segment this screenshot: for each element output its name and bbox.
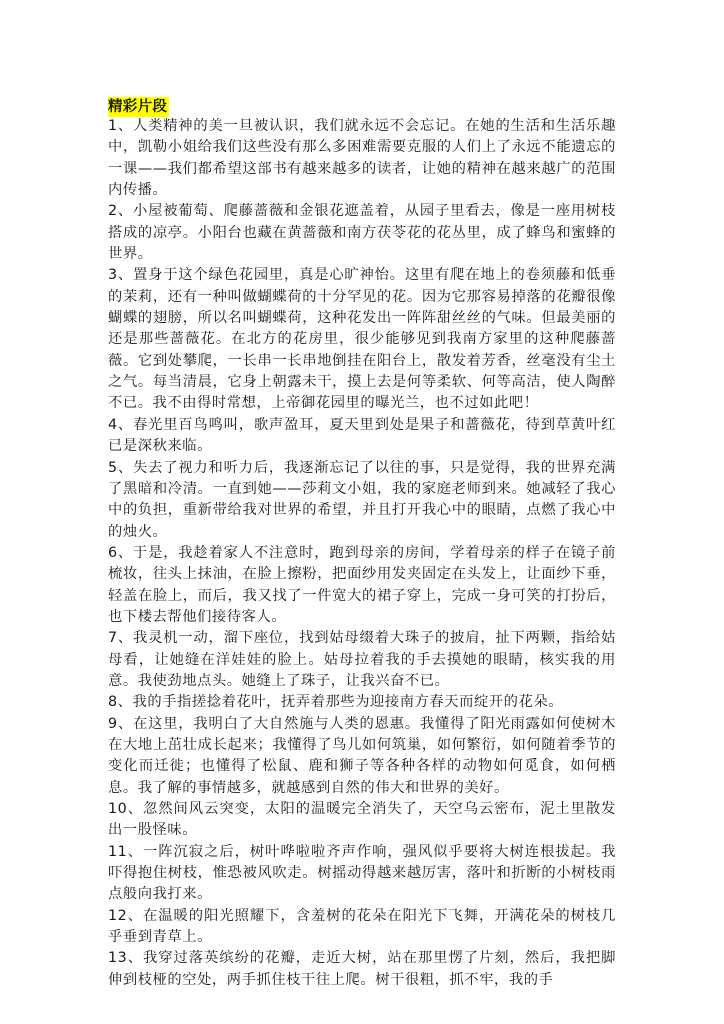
paragraph-3: 3、置身于这个绿色花园里，真是心旷神怡。这里有爬在地上的卷须藤和低垂的茉莉，还有一种叫做蝴蝶荷的十分罕见的花。因为它那容易掉落的花瓣很像蝴蝶的翅膀，所以名叫蝴蝶荷，这种花发出一阵阵甜丝丝的气味。但最美丽的还是那些蔷薇花。在北方的花房里，很少能够见到我南方家里的这种爬藤蔷薇。它到处攀爬，一长串一长串地倒挂在阳台上，散发着芳香，丝毫没有尘土之气。每当清晨，它身上朝露未干，摸上去是何等柔软、何等高洁，使人陶醉不已。我不由得时常想，上帝御花园里的曝光兰，也不过如此吧！ (108, 267, 616, 412)
heading-container (108, 96, 616, 116)
paragraph-6: 6、于是，我趁着家人不注意时，跑到母亲的房间，学着母亲的样子在镜子前梳妆，往头上抹油，在脸上擦粉，把面纱用发夹固定在头发上，让面纱下垂，轻盖在脸上，而后，我又找了一件宽大的裙子穿上，完成一身可笑的打扮后，也下楼去帮他们接待客人。 (108, 544, 616, 625)
paragraph-11: 11、一阵沉寂之后，树叶哗啦啦齐声作响，强风似乎要将大树连根拔起。我吓得抱住树枝，惟恐被风吹走。树摇动得越来越厉害，落叶和折断的小树枝雨点般向我打来。 (108, 843, 616, 903)
document-page (108, 96, 616, 991)
paragraph-9: 9、在这里，我明白了大自然施与人类的恩惠。我懂得了阳光雨露如何使树木在大地上茁壮成长起来；我懂得了鸟儿如何筑巢，如何繁衍，如何随着季节的变化而迁徙；也懂得了松鼠、鹿和狮子等各种各样的动物如何觅食，如何栖息。我了解的事情越多，就越感到自然的伟大和世界的美好。 (108, 715, 616, 796)
paragraph-8: 8、我的手指搓捻着花叶，抚弄着那些为迎接南方春天而绽开的花朵。 (108, 694, 564, 711)
paragraph-10: 10、忽然间风云突变，太阳的温暖完全消失了，天空乌云密布，泥土里散发出一股怪味。 (108, 801, 616, 839)
paragraph-4: 4、春光里百鸟鸣叫，歌声盈耳，夏天里到处是果子和蔷薇花，待到草黄叶红已是深秋来临。 (108, 416, 616, 455)
paragraph-1: 1、人类精神的美一旦被认识，我们就永远不会忘记。在她的生活和生活乐趣中，凯勒小姐给我们这些没有那么多困难需要克服的人们上了永远不能遗忘的一课——我们都希望这部书有越来越多的读者，让她的精神在越来越广的范围内传播。 (108, 118, 616, 199)
paragraph-12: 12、在温暖的阳光照耀下，含羞树的花朵在阳光下飞舞，开满花朵的树枝几乎垂到青草上。 (108, 907, 616, 946)
paragraph-7: 7、我灵机一动，溜下座位，找到姑母缀着大珠子的披肩，扯下两颗，指给姑母看，让她缝在洋娃娃的脸上。姑母拉着我的手去摸她的眼睛，核实我的用意。我使劲地点头。她缝上了珠子，让我兴奋不已。 (108, 630, 616, 689)
section-heading: 精彩片段 (108, 99, 168, 115)
paragraph-5: 5、失去了视力和听力后，我逐渐忘记了以往的事，只是觉得，我的世界充满了黑暗和冷清。一直到她——莎莉文小姐，我的家庭老师到来。她减轻了我心中的负担，重新带给我对世界的希望，并且打开我心中的眼睛，点燃了我心中的烛火。 (108, 459, 616, 540)
paragraph-2: 2、小屋被葡萄、爬藤蔷薇和金银花遮盖着，从园子里看去，像是一座用树枝搭成的凉亭。小阳台也藏在黄蔷薇和南方茯苓花的花丛里，成了蜂鸟和蜜蜂的世界。 (108, 203, 616, 263)
paragraph-13: 13、我穿过落英缤纷的花瓣，走近大树，站在那里愣了片刻，然后，我把脚伸到枝桠的空处，两手抓住枝干往上爬。树干很粗，抓不牢，我的手 (108, 950, 616, 988)
